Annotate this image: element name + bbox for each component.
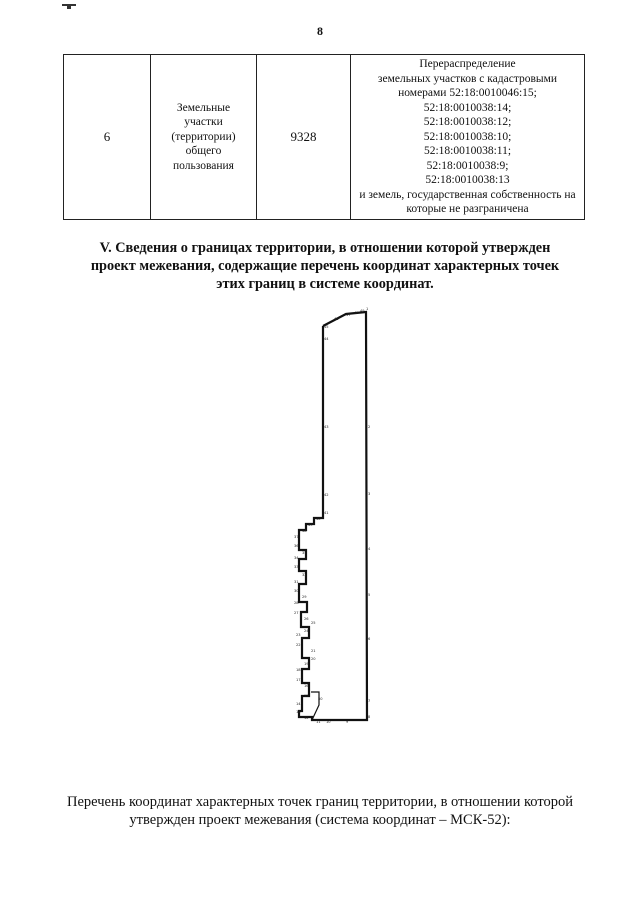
point-label: 24 <box>304 629 309 633</box>
land-category <box>151 55 257 220</box>
point-label: 29 <box>302 595 307 599</box>
land-description <box>351 55 585 220</box>
point-label: 44 <box>324 337 329 341</box>
description-line: 52:18:0010038:13 <box>425 174 510 186</box>
point-label: 7 <box>368 699 371 703</box>
point-label: 42 <box>324 493 329 497</box>
description-line: 52:18:0010038:12; <box>423 116 512 128</box>
point-label: 18 <box>296 668 301 672</box>
point-label: 41 <box>324 511 329 515</box>
point-label: 2 <box>368 425 371 429</box>
point-label: 50 <box>318 697 323 701</box>
point-label: 48 <box>354 311 359 315</box>
point-label: 20 <box>311 657 316 661</box>
point-label: 10 <box>326 720 331 724</box>
point-label: 45 <box>324 325 329 329</box>
point-label: 11 <box>316 720 321 724</box>
point-label: 5 <box>368 593 371 597</box>
point-label: 3 <box>368 492 371 496</box>
heading-line: проект межевания, содержащие перечень координат характерных точек <box>90 258 560 274</box>
category-line: (территории) <box>171 130 236 143</box>
point-label: 15 <box>304 694 309 698</box>
point-labels <box>294 307 371 724</box>
description-line: и земель, государственная собственность на <box>359 188 576 201</box>
point-label: 9 <box>346 720 349 724</box>
category-line: общего <box>185 145 222 157</box>
description-line: Перераспределение <box>419 58 516 70</box>
point-label: 4 <box>368 547 371 551</box>
table-row <box>64 55 585 220</box>
point-label: 38 <box>302 529 307 533</box>
row-number: 6 <box>64 55 151 220</box>
point-label: 31 <box>294 580 299 584</box>
point-label: 19 <box>304 662 309 666</box>
heading-line: этих границ в системе координат. <box>216 276 434 292</box>
point-label: 27 <box>294 611 299 615</box>
point-label: 33 <box>294 565 299 569</box>
point-label: 13 <box>296 710 301 714</box>
point-label: 28 <box>294 601 299 605</box>
caption-line: Перечень координат характерных точек границ территории, в отношении которой <box>67 794 573 810</box>
point-label: 16 <box>304 684 309 688</box>
category-line: Земельные <box>176 101 231 114</box>
page-number: 8 <box>317 24 323 38</box>
point-label: 34 <box>294 556 299 560</box>
caption-line: утвержден проект межевания (система координат – МСК-52): <box>129 812 511 828</box>
description-line: земельных участков с кадастровыми <box>377 72 558 85</box>
category-line: участки <box>184 116 223 128</box>
point-label: 32 <box>302 573 307 577</box>
description-line: которые не разграничена <box>406 203 529 215</box>
point-label: 40 <box>316 517 321 521</box>
point-label: 47 <box>346 313 351 317</box>
point-label: 6 <box>368 637 371 641</box>
description-line: 52:18:0010038:14; <box>423 101 512 114</box>
point-label: 22 <box>296 643 301 647</box>
point-label: 39 <box>308 523 313 527</box>
category-line: пользования <box>173 159 234 172</box>
heading-line: V. Сведения о границах территории, в отношении которой утвержден <box>99 240 551 256</box>
point-label: 21 <box>311 649 316 653</box>
point-label: 43 <box>324 425 329 429</box>
description-line: 52:18:0010038:9; <box>426 159 509 172</box>
point-label: 37 <box>294 535 299 539</box>
point-label: 35 <box>302 551 307 555</box>
boundary-plan <box>280 300 390 730</box>
point-label: 17 <box>296 678 301 682</box>
coordinates-caption <box>50 793 590 829</box>
section-heading <box>60 239 590 293</box>
point-label: 49 <box>360 309 365 313</box>
point-label: 25 <box>311 621 316 625</box>
point-label: 12 <box>304 716 309 720</box>
area-value: 9328 <box>257 55 351 220</box>
point-label: 36 <box>294 544 299 548</box>
point-label: 1 <box>366 307 369 311</box>
land-table <box>63 54 585 220</box>
scan-mark <box>67 6 71 9</box>
description-line: номерами 52:18:0010046:15; <box>398 87 537 99</box>
point-label: 8 <box>368 715 371 719</box>
description-line: 52:18:0010038:10; <box>423 130 512 143</box>
point-label: 30 <box>294 589 299 593</box>
point-label: 46 <box>334 317 339 321</box>
point-label: 26 <box>304 617 309 621</box>
point-label: 23 <box>296 633 301 637</box>
description-line: 52:18:0010038:11; <box>423 145 512 157</box>
point-label: 14 <box>296 702 301 706</box>
boundary-line <box>299 312 367 720</box>
